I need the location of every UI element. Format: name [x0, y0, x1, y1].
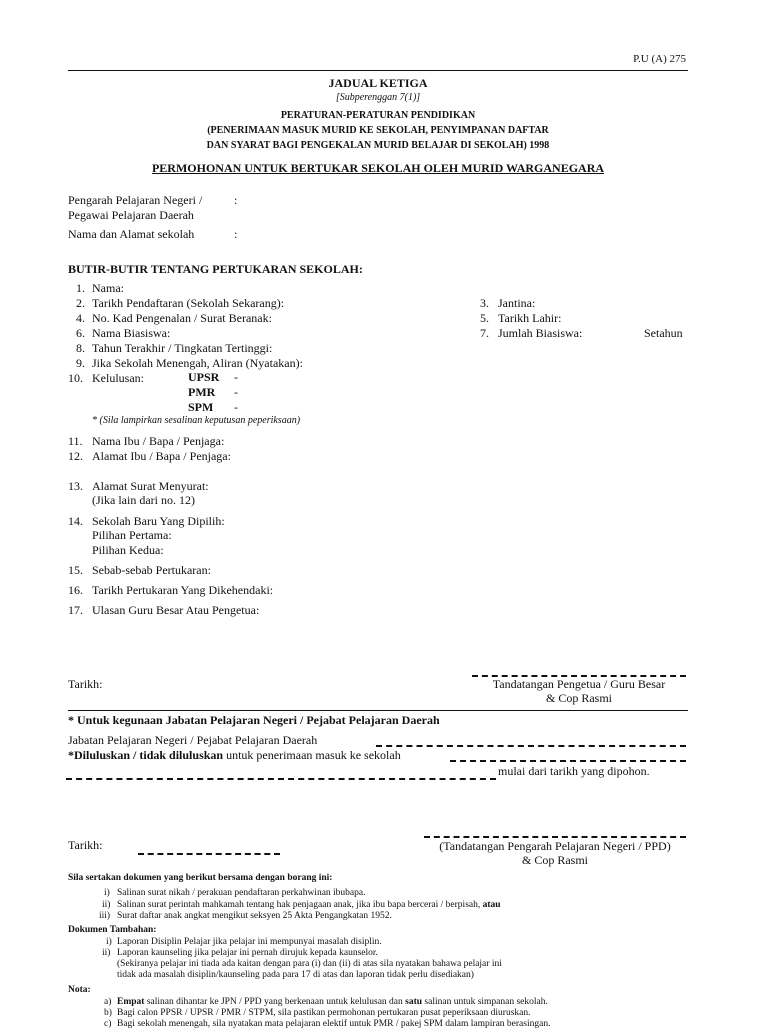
item-mailing-address: Alamat Surat Menyurat: — [92, 479, 209, 493]
item-transfer-date: Tarikh Pertukaran Yang Dikehendaki: — [92, 583, 274, 597]
item-scholarship-amount: Jumlah Biasiswa: — [498, 326, 583, 340]
item-parent-address: Alamat Ibu / Bapa / Penjaga: — [92, 449, 231, 463]
doc-court-order-text: Salinan surat perintah mahkamah tentang hak penjagaan anak, jika ibu bapa bercerai / berpisah, — [117, 900, 483, 910]
item-stream: Jika Sekolah Menengah, Aliran (Nyatakan): — [92, 356, 303, 370]
regulation-line-1: PERATURAN-PERATURAN PENDIDIKAN — [280, 110, 476, 121]
doc-marriage-cert: Salinan surat nikah / perakuan pendaftaran perkahwinan ibubapa. — [117, 888, 366, 898]
director-signature-label: (Tandatangan Pengarah Pelajaran Negeri / PPD) — [439, 839, 671, 853]
item-transfer-reasons: Sebab-sebab Pertukaran: — [92, 563, 211, 577]
item-number-2: 2. — [76, 296, 85, 310]
school-fill-line-2 — [450, 760, 686, 762]
add-counseling-note-1: (Sekiranya pelajar ini tiada ada kaitan dengan para (i) dan (ii) di atas sila nyatakan bahawa pelajar ini — [117, 959, 502, 969]
add-counseling-report: Laporan kaunseling jika pelajar ini pernah dirujuk kepada kaunselor. — [117, 948, 378, 958]
date-fill-line-2 — [138, 853, 280, 855]
exam-spm: SPM — [188, 400, 214, 414]
doc-court-order — [117, 900, 501, 910]
add-ii-num: ii) — [102, 948, 111, 958]
director-stamp-label: & Cop Rasmi — [521, 853, 588, 867]
addressee-line-2: Pegawai Pelajaran Daerah — [68, 208, 194, 222]
doc-or: atau — [482, 900, 501, 910]
item-registration-date: Tarikh Pendaftaran (Sekolah Sekarang): — [92, 296, 285, 310]
school-fill-line — [376, 745, 686, 747]
note-copies — [117, 997, 548, 1007]
item-number-8: 8. — [76, 341, 85, 355]
item-scholarship-yearly: Setahun — [644, 326, 683, 340]
approval-text: untuk penerimaan masuk ke sekolah — [223, 748, 401, 762]
regulation-line-2: (PENERIMAAN MASUK MURID KE SEKOLAH, PENYIMPANAN DAFTAR — [207, 125, 549, 136]
item-headmaster-remarks: Ulasan Guru Besar Atau Pengetua: — [92, 603, 260, 617]
note-copies-text-2: salinan untuk simpanan sekolah. — [422, 997, 548, 1007]
notes-title: Nota: — [68, 985, 91, 995]
item-ic-number: No. Kad Pengenalan / Surat Beranak: — [92, 311, 272, 325]
doc-ii-num: ii) — [102, 900, 111, 910]
form-title-wrap — [68, 159, 688, 177]
schedule-title: JADUAL KETIGA — [328, 76, 428, 90]
doc-i-num: i) — [104, 888, 110, 898]
date-label-2: Tarikh: — [68, 838, 103, 852]
item-number-7: 7. — [480, 326, 489, 340]
item-number-4: 4. — [76, 311, 85, 325]
schedule-subtitle: [Subperenggan 7(1)] — [335, 92, 421, 103]
item-new-school: Sekolah Baru Yang Dipilih: — [92, 514, 225, 528]
exam-upsr: UPSR — [188, 370, 220, 384]
item-last-year: Tahun Terakhir / Tingkatan Tertinggi: — [92, 341, 273, 355]
note-copies-text: salinan dihantar ke JPN / PPD yang berkenaan untuk kelulusan dan — [144, 997, 406, 1007]
remarks-fill-line — [66, 778, 496, 780]
exam-upsr-dash: - — [234, 370, 238, 384]
item-number-11: 11. — [68, 434, 83, 448]
form-title: PERMOHONAN UNTUK BERTUKAR SEKOLAH OLEH MURID WARGANEGARA — [151, 161, 605, 175]
item-number-14: 14. — [68, 514, 83, 528]
item-number-15: 15. — [68, 563, 83, 577]
item-qualifications: Kelulusan: — [92, 371, 144, 385]
headmaster-signature-label: Tandatangan Pengetua / Guru Besar — [492, 677, 666, 691]
exam-pmr-dash: - — [234, 385, 238, 399]
item-scholarship-name: Nama Biasiswa: — [92, 326, 171, 340]
additional-title: Dokumen Tambahan: — [68, 925, 157, 935]
approval-status: *Diluluskan / tidak diluluskan — [68, 748, 224, 762]
item-birth-date: Tarikh Lahir: — [498, 311, 562, 325]
approval-line — [68, 748, 401, 763]
documents-title: Sila sertakan dokumen yang berikut bersama dengan borang ini: — [68, 873, 333, 883]
section-title: BUTIR-BUTIR TENTANG PERTUKARAN SEKOLAH: — [68, 262, 363, 276]
school-colon: : — [234, 227, 238, 241]
item-number-10: 10. — [68, 371, 83, 385]
item-number-17: 17. — [68, 603, 83, 617]
item-number-3: 3. — [480, 296, 489, 310]
add-discipline-report: Laporan Disiplin Pelajar jika pelajar ini mempunyai masalah disiplin. — [117, 937, 382, 947]
item-number-1: 1. — [76, 281, 85, 295]
addressee-line-1: Pengarah Pelajaran Negeri / — [68, 193, 203, 207]
item-second-choice: Pilihan Kedua: — [92, 543, 164, 557]
office-dept: Jabatan Pelajaran Negeri / Pejabat Pelajaran Daerah — [68, 733, 318, 747]
item-mailing-address-note: (Jika lain dari no. 12) — [92, 493, 195, 507]
item-number-6: 6. — [76, 326, 85, 340]
note-a-num: a) — [104, 997, 112, 1007]
office-use-title: * Untuk kegunaan Jabatan Pelajaran Negeri / Pejabat Pelajaran Daerah — [68, 713, 440, 727]
item-number-9: 9. — [76, 356, 85, 370]
signature-line-2 — [424, 836, 686, 838]
add-counseling-note-2: tidak ada masalah disiplin/kaunseling pada para 17 di atas dan laporan tidak perlu disediakan) — [117, 970, 474, 980]
item-number-13: 13. — [68, 479, 83, 493]
exam-pmr: PMR — [188, 385, 216, 399]
note-c-num: c) — [104, 1019, 112, 1029]
addressee-colon: : — [234, 193, 238, 207]
item-parent-name: Nama Ibu / Bapa / Penjaga: — [92, 434, 225, 448]
doc-iii-num: iii) — [99, 911, 111, 921]
exam-spm-dash: - — [234, 400, 238, 414]
item-number-16: 16. — [68, 583, 83, 597]
note-b-num: b) — [104, 1008, 112, 1018]
exam-note: * (Sila lampirkan sesalinan keputusan peperiksaan) — [92, 415, 301, 426]
item-number-5: 5. — [480, 311, 489, 325]
note-electives: Bagi sekolah menengah, sila nyatakan mata pelajaran elektif untuk PMR / pakej SPM dalam lampiran berasingan. — [117, 1019, 551, 1029]
item-gender: Jantina: — [498, 296, 536, 310]
header-rule — [68, 70, 688, 71]
item-name: Nama: — [92, 281, 124, 295]
note-copies-one: satu — [405, 997, 423, 1007]
note-exam-center: Bagi calon PPSR / UPSR / PMR / STPM, sila pastikan permohonan pertukaran pusat peperiksaan diuruskan. — [117, 1008, 531, 1018]
school-name-label: Nama dan Alamat sekolah — [68, 227, 195, 241]
item-number-12: 12. — [68, 449, 83, 463]
page-reference: P.U (A) 275 — [633, 53, 686, 65]
regulation-line-3: DAN SYARAT BAGI PENGEKALAN MURID BELAJAR DI SEKOLAH) 1998 — [206, 140, 550, 151]
item-first-choice: Pilihan Pertama: — [92, 528, 172, 542]
date-label-1: Tarikh: — [68, 677, 103, 691]
note-copies-four: Empat — [117, 997, 145, 1007]
doc-adoption: Surat daftar anak angkat mengikut seksyen 25 Akta Pengangkatan 1952. — [117, 911, 392, 921]
effective-date-text: mulai dari tarikh yang dipohon. — [498, 764, 650, 778]
add-i-num: i) — [106, 937, 112, 947]
office-divider — [68, 710, 688, 711]
headmaster-stamp-label: & Cop Rasmi — [545, 691, 612, 705]
